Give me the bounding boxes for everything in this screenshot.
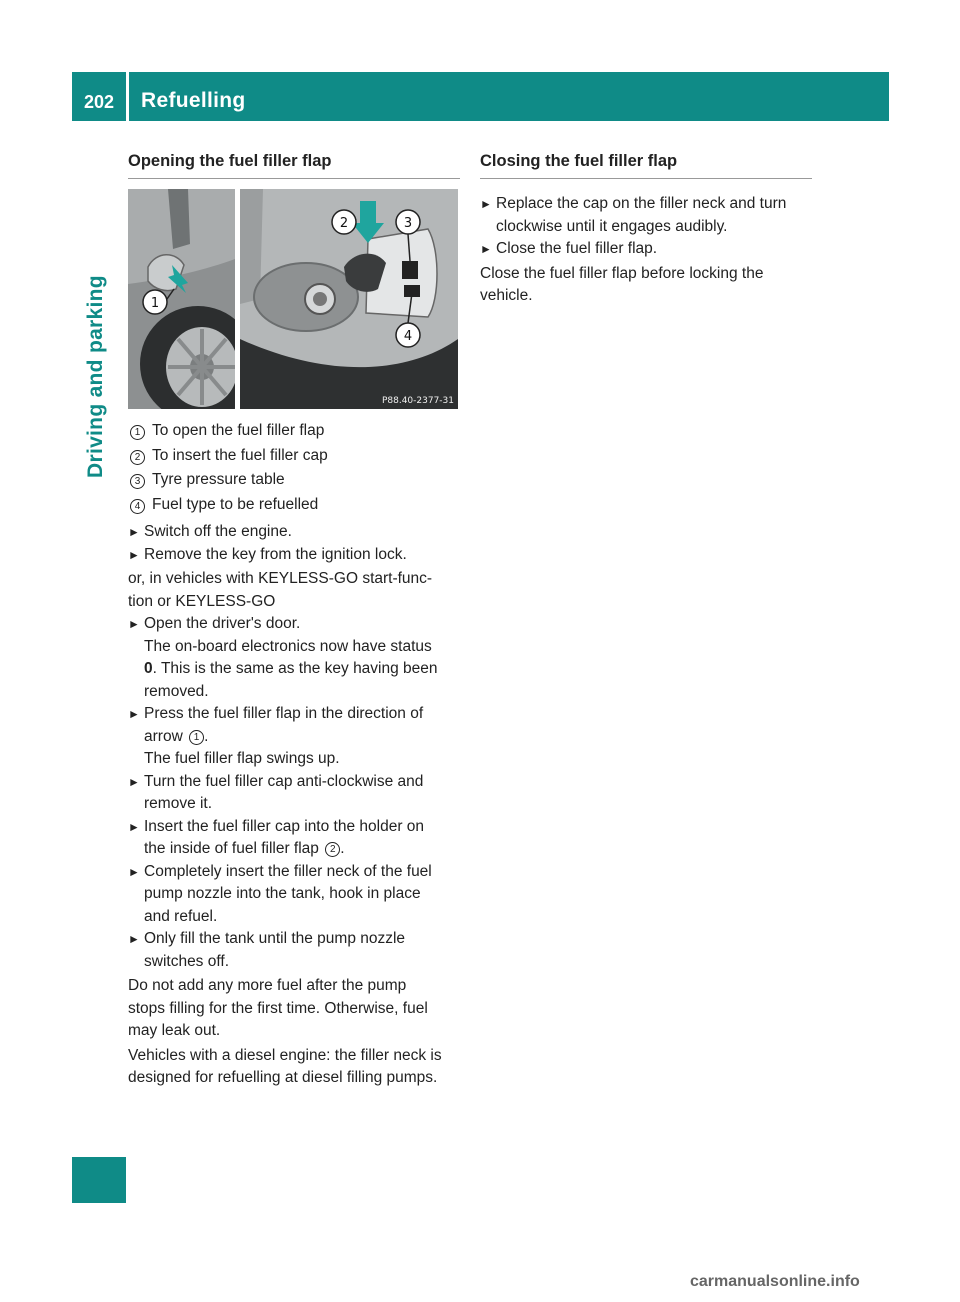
legend-item (128, 419, 460, 444)
legend-item (128, 444, 460, 469)
step-arrow-icon: ► (128, 819, 140, 834)
step-item: ► Switch off the engine. (128, 521, 460, 544)
step-arrow-icon: ► (128, 617, 140, 631)
step-arrow-icon: ► (128, 932, 140, 946)
page-title: Refuelling (141, 89, 246, 112)
step-item: ► Only fill the tank until the pump nozzle switches off. (128, 928, 460, 973)
step-arrow-icon: ► (128, 525, 140, 539)
legend-number: 2 (130, 450, 145, 465)
callout-1: 1 (150, 296, 160, 311)
step-item: ► Completely insert the filler neck of the fuel pump nozzle into the tank, hook in place and refuel. (128, 861, 460, 929)
callout-3: 3 (403, 216, 413, 231)
legend-number: 1 (130, 425, 145, 440)
paragraph: Close the fuel filler flap before locking the vehicle. (480, 264, 764, 304)
fuel-flap-illustration (128, 189, 458, 409)
fuel-flap-illustration-svg (128, 189, 458, 409)
figure-code: P88.40-2377-31 (381, 396, 454, 406)
step-item: ► Close the fuel filler flap. (480, 238, 812, 261)
side-tab-marker (72, 1157, 126, 1203)
step-arrow-icon: ► (128, 707, 140, 721)
legend-text: Fuel type to be refuelled (152, 495, 319, 513)
legend-item (128, 468, 460, 493)
step-arrow-icon: ► (480, 242, 492, 256)
step-item: ► Insert the fuel filler cap into the holder on the inside of fuel filler flap 2 . (128, 816, 460, 861)
legend-item (128, 493, 460, 518)
step-item: ► Press the fuel filler flap in the direction of arrow 1 . The fuel filler flap swings up. (128, 703, 460, 771)
callout-2: 2 (339, 216, 349, 231)
legend-number: 4 (130, 499, 145, 514)
inline-ref-1: 1 (189, 730, 204, 745)
step-item: ► Replace the cap on the filler neck and turn clockwise until it engages audibly. (480, 193, 812, 238)
paragraph: Do not add any more fuel after the pump stops filling for the first time. Otherwise, fuel may leak out. (128, 977, 428, 1039)
figure-legend (128, 419, 460, 517)
watermark: carmanualsonline.info (690, 1273, 860, 1290)
header-divider (126, 72, 129, 121)
legend-text: To open the fuel filler flap (152, 422, 325, 439)
step-arrow-icon: ► (128, 774, 140, 789)
section-title-opening: Opening the fuel filler flap (128, 150, 460, 179)
step-arrow-icon: ► (128, 864, 140, 879)
legend-number: 3 (130, 474, 145, 489)
paragraph: or, in vehicles with KEYLESS-GO start-func- tion or KEYLESS-GO (128, 570, 433, 610)
side-section-label: Driving and parking (84, 275, 107, 478)
left-column (128, 150, 460, 1090)
legend-text: Tyre pressure table (152, 471, 285, 488)
legend-text: To insert the fuel filler cap (152, 446, 328, 464)
step-arrow-icon: ► (480, 197, 492, 211)
step-item: ► Open the driver's door. The on-board electronics now have status 0. This is the same as the key having been removed. (128, 613, 460, 703)
paragraph: Vehicles with a diesel engine: the filler neck is designed for refuelling at diesel filling pumps. (128, 1046, 442, 1086)
inline-ref-2: 2 (325, 842, 340, 857)
callout-4: 4 (403, 329, 413, 344)
step-item: ► Turn the fuel filler cap anti-clockwise and remove it. (128, 771, 460, 816)
right-column (480, 150, 812, 308)
page-number: 202 (83, 92, 115, 112)
section-title-closing: Closing the fuel filler flap (480, 150, 812, 179)
step-item: ► Remove the key from the ignition lock. (128, 544, 460, 567)
step-arrow-icon: ► (128, 547, 140, 562)
